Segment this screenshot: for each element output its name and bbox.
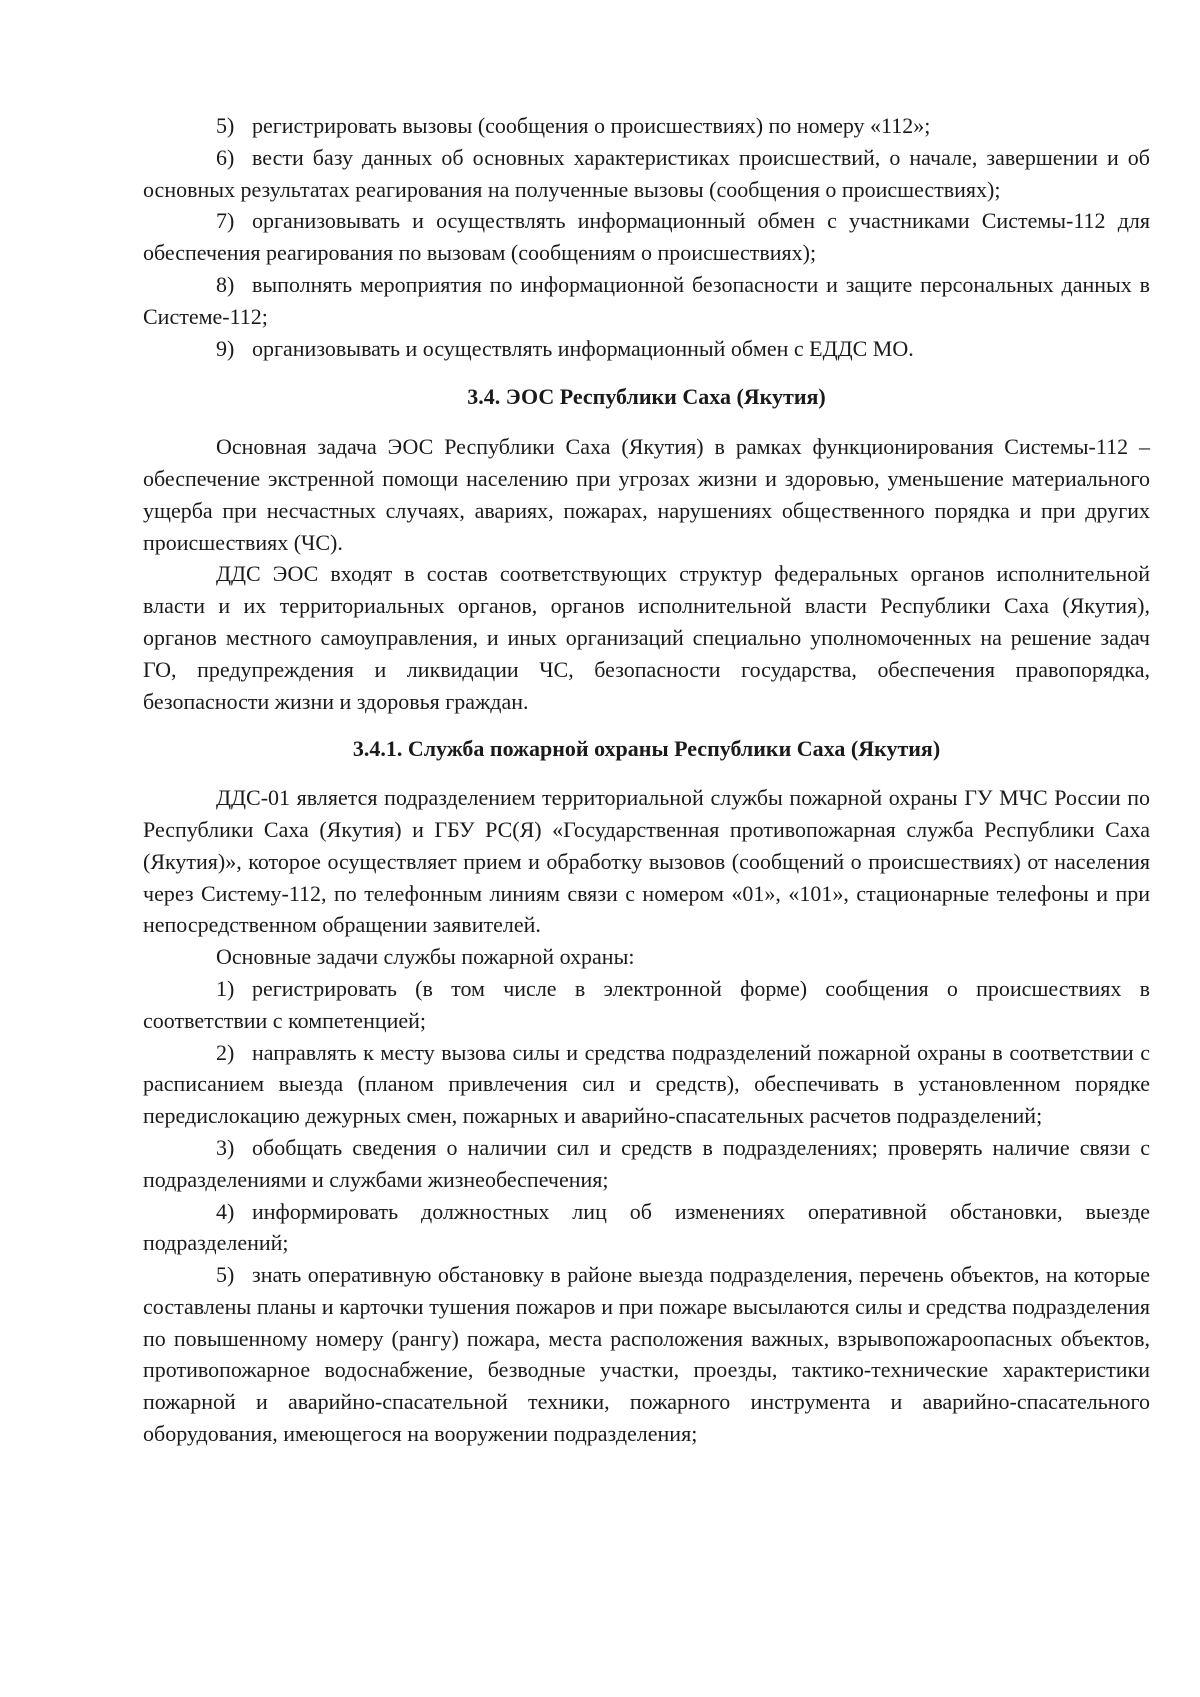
list-item	[143, 142, 1150, 206]
list-item	[143, 1037, 1150, 1132]
list-item	[143, 333, 1150, 365]
list-item-number: 3)	[216, 1134, 235, 1160]
list-item-text: знать оперативную обстановку в районе выезда подразделения, перечень объектов, на которые составлены планы и карточки тушения пожаров и при пожаре высылаются силы и средства подразделения по повышенному номеру (рангу) пожара, места расположения важных, взрывопожароопасных объектов, противопожарное водоснабжение, безводные участки, проезды, тактико-технические характеристики пожарной и аварийно-спасательной техники, пожарного инструмента и аварийно-спасательного оборудования, имеющегося на вооружении подразделения;	[143, 1262, 1150, 1447]
list-item-number: 2)	[216, 1039, 235, 1065]
section-heading-3-4-1: 3.4.1. Служба пожарной охраны Республики Саха (Якутия)	[352, 736, 941, 762]
list-item-text: выполнять мероприятия по информационной безопасности и защите персональных данных в Системе-112;	[143, 271, 1150, 329]
list-item-number: 6)	[216, 144, 235, 170]
section-heading-3-4: 3.4. ЭОС Республики Саха (Якутия)	[467, 384, 826, 410]
paragraph: ДДС ЭОС входят в состав соответствующих структур федеральных органов исполнительной власти и их территориальных органов, органов исполнительной власти Республики Саха (Якутия), органов местного самоуправления, и иных организаций специально уполномоченных на решение задач ГО, предупреждения и ликвидации ЧС, безопасности государства, обеспечения правопорядка, безопасности жизни и здоровья граждан.	[143, 561, 1150, 714]
paragraph: ДДС-01 является подразделением территориальной службы пожарной охраны ГУ МЧС России по Республики Саха (Якутия) и ГБУ РС(Я) «Государственная противопожарная служба Республики Саха (Якутия)», которое осуществляет прием и обработку вызовов (сообщений о происшествиях) от населения через Систему-112, по телефонным линиям связи с номером «01», «101», стационарные телефоны и при непосредственном обращении заявителей.	[143, 785, 1150, 938]
list-item-text: регистрировать (в том числе в электронной форме) сообщения о происшествиях в соответствии с компетенцией;	[143, 975, 1150, 1033]
list-item-number: 5)	[216, 113, 235, 138]
list-item-text: организовывать и осуществлять информационный обмен с ЕДДС МО.	[252, 335, 914, 361]
list-item	[143, 110, 1150, 142]
list-item-text: регистрировать вызовы (сообщения о происшествиях) по номеру «112»;	[252, 113, 931, 138]
list-item-text: вести базу данных об основных характеристиках происшествий, о начале, завершении и об основных результатах реагирования на полученные вызовы (сообщения о происшествиях);	[143, 144, 1150, 202]
list-item	[143, 205, 1150, 269]
list-item	[143, 1196, 1150, 1260]
list-item	[143, 1259, 1150, 1450]
list-item-text: информировать должностных лиц об изменениях оперативной обстановки, выезде подразделений;	[143, 1198, 1150, 1256]
list-item	[143, 1132, 1150, 1196]
document-body	[143, 110, 1150, 1450]
list-item	[143, 973, 1150, 1037]
paragraph: Основные задачи службы пожарной охраны:	[216, 944, 635, 970]
paragraph: Основная задача ЭОС Республики Саха (Якутия) в рамках функционирования Системы-112 – обеспечение экстренной помощи населению при угрозах жизни и здоровью, уменьшение материального ущерба при несчастных случаях, авариях, пожарах, нарушениях общественного порядка и при других происшествиях (ЧС).	[143, 434, 1150, 555]
list-item-text: обобщать сведения о наличии сил и средств в подразделениях; проверять наличие связи с подразделениями и службами жизнеобеспечения;	[143, 1134, 1150, 1192]
list-item-text: организовывать и осуществлять информационный обмен с участниками Системы-112 для обеспечения реагирования по вызовам (сообщениям о происшествиях);	[143, 208, 1150, 266]
list-item-number: 7)	[216, 208, 235, 234]
list-item-number: 8)	[216, 271, 235, 297]
list-item-number: 9)	[216, 335, 235, 361]
list-item-number: 5)	[216, 1262, 235, 1288]
list-item-text: направлять к месту вызова силы и средства подразделений пожарной охраны в соответствии с расписанием выезда (планом привлечения сил и средств), обеспечивать в установленном порядке передислокацию дежурных смен, пожарных и аварийно-спасательных расчетов подразделений;	[143, 1039, 1150, 1129]
list-item-number: 4)	[216, 1198, 235, 1224]
list-item	[143, 269, 1150, 333]
list-item-number: 1)	[216, 975, 235, 1001]
